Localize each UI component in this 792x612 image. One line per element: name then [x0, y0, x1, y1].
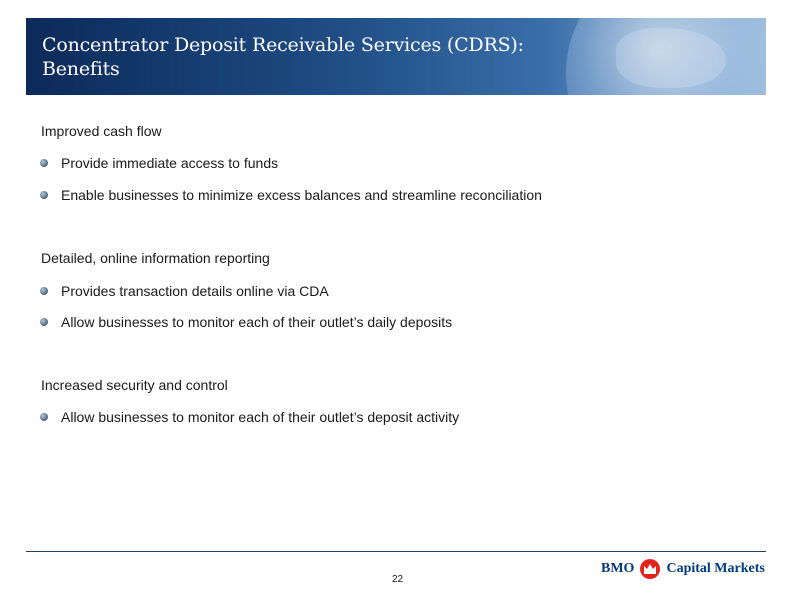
- page-number: 22: [392, 574, 404, 585]
- bullet-dot-icon: [40, 287, 48, 295]
- bullet-text: Provides transaction details online via CDA: [61, 283, 329, 299]
- bullet-dot-icon: [40, 159, 48, 167]
- bullet-text: Allow businesses to monitor each of their outlet’s daily deposits: [61, 314, 453, 330]
- bmo-roundel-icon: [640, 559, 660, 579]
- bullet-item: [40, 283, 329, 299]
- bullet-item: [40, 187, 542, 203]
- bullet-dot-icon: [40, 318, 48, 326]
- bullet-dot-icon: [40, 413, 48, 421]
- section-heading: Improved cash flow: [41, 123, 162, 139]
- logo-capital-markets-text: Capital Markets: [666, 561, 765, 576]
- bullet-text: Provide immediate access to funds: [61, 155, 279, 171]
- bullet-dot-icon: [40, 191, 48, 199]
- slide-title: [42, 33, 602, 81]
- logo-bmo-text: BMO: [601, 561, 635, 576]
- section-heading: Detailed, online information reporting: [41, 250, 270, 266]
- slide-title-line-1: Concentrator Deposit Receivable Services (CDRS):: [42, 34, 524, 56]
- bullet-item: [40, 155, 278, 171]
- bmo-capital-markets-logo: [601, 559, 765, 579]
- bullet-item: [40, 409, 459, 425]
- footer-rule: [26, 551, 766, 552]
- bullet-item: [40, 314, 452, 330]
- slide-title-line-2: Benefits: [42, 58, 120, 80]
- section-heading: Increased security and control: [41, 377, 228, 393]
- bullet-text: Allow businesses to monitor each of their outlet’s deposit activity: [61, 409, 460, 425]
- bullet-text: Enable businesses to minimize excess balances and streamline reconciliation: [61, 187, 542, 203]
